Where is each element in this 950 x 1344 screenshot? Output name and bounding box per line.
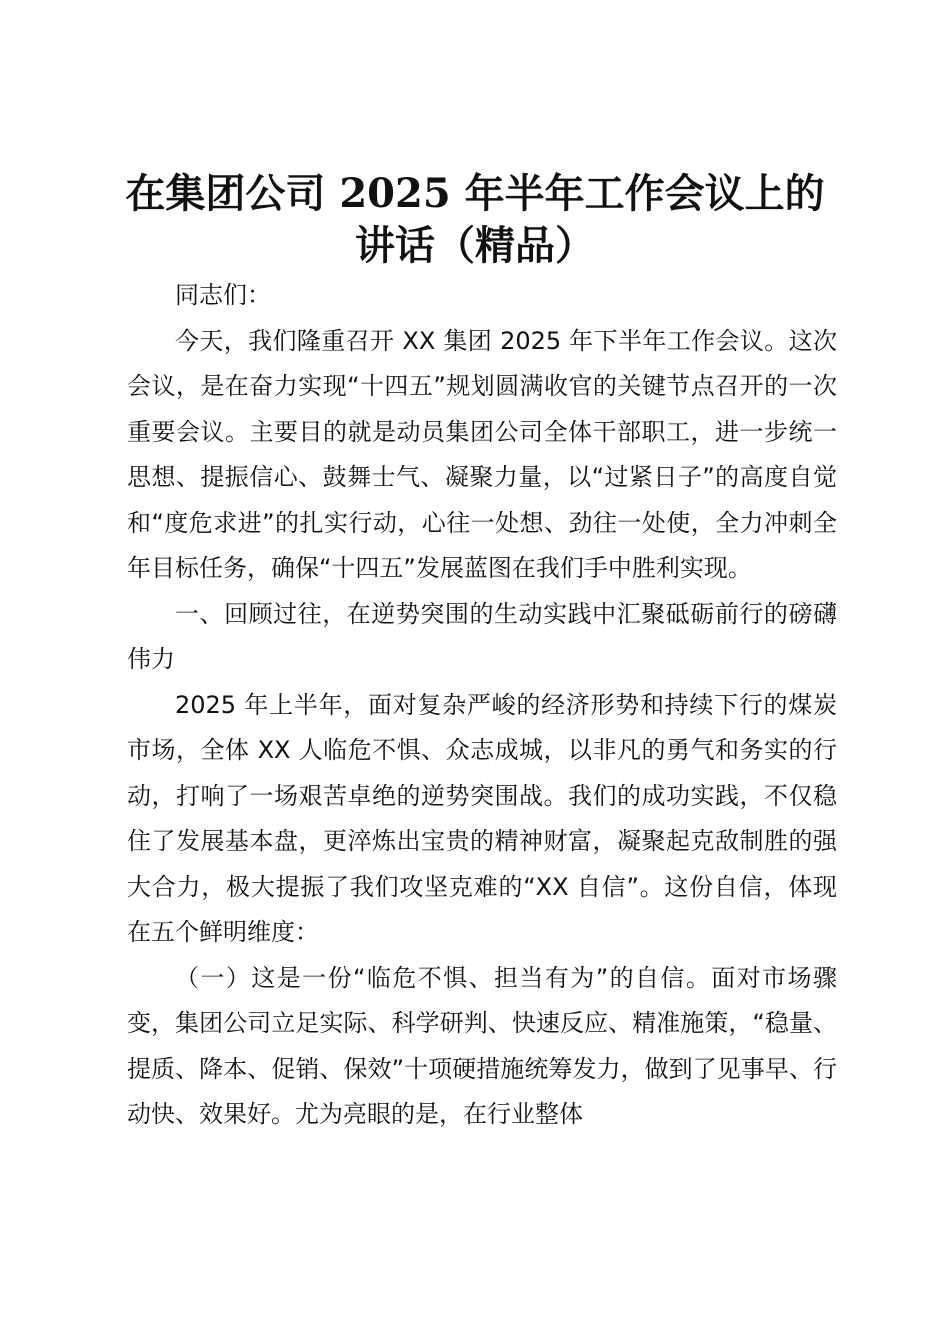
section-paragraph-1: 2025 年上半年，面对复杂严峻的经济形势和持续下行的煤炭市场，全体 XX 人临危不惧、众志成城，以非凡的勇气和务实的行动，打响了一场艰苦卓绝的逆势突围战。我们的成功实践，不仅稳住了发展基本盘，更淬炼出宝贵的精神财富，凝聚起克敌制胜的强大合力，极大提振了我们攻坚克难的“XX 自信”。这份自信，体现在五个鲜明维度：	[127, 690, 837, 946]
document-title-line-1: 在集团公司 2025 年半年工作会议上的	[125, 170, 825, 217]
document-title-line-2: 讲话（精品）	[355, 222, 595, 269]
salutation: 同志们：	[175, 281, 271, 309]
document-title	[100, 168, 850, 272]
section-paragraph-2: （一）这是一份“临危不惧、担当有为”的自信。面对市场骤变，集团公司立足实际、科学研判、快速反应、精准施策，“稳量、提质、降本、促销、保效”十项硬措施统筹发力，做到了见事早、行动快、效果好。尤为亮眼的是，在行业整体	[127, 963, 837, 1128]
document-body	[127, 273, 837, 1138]
intro-paragraph: 今天，我们隆重召开 XX 集团 2025 年下半年工作会议。这次会议，是在奋力实现“十四五”规划圆满收官的关键节点召开的一次重要会议。主要目的就是动员集团公司全体干部职工，进一步统一思想、提振信心、鼓舞士气、凝聚力量，以“过紧日子”的高度自觉和“度危求进”的扎实行动，心往一处想、劲往一处使，全力冲刺全年目标任务，确保“十四五”发展蓝图在我们手中胜利实现。	[127, 326, 837, 582]
section-heading: 一、回顾过往，在逆势突围的生动实践中汇聚砥砺前行的磅礴伟力	[127, 599, 837, 673]
